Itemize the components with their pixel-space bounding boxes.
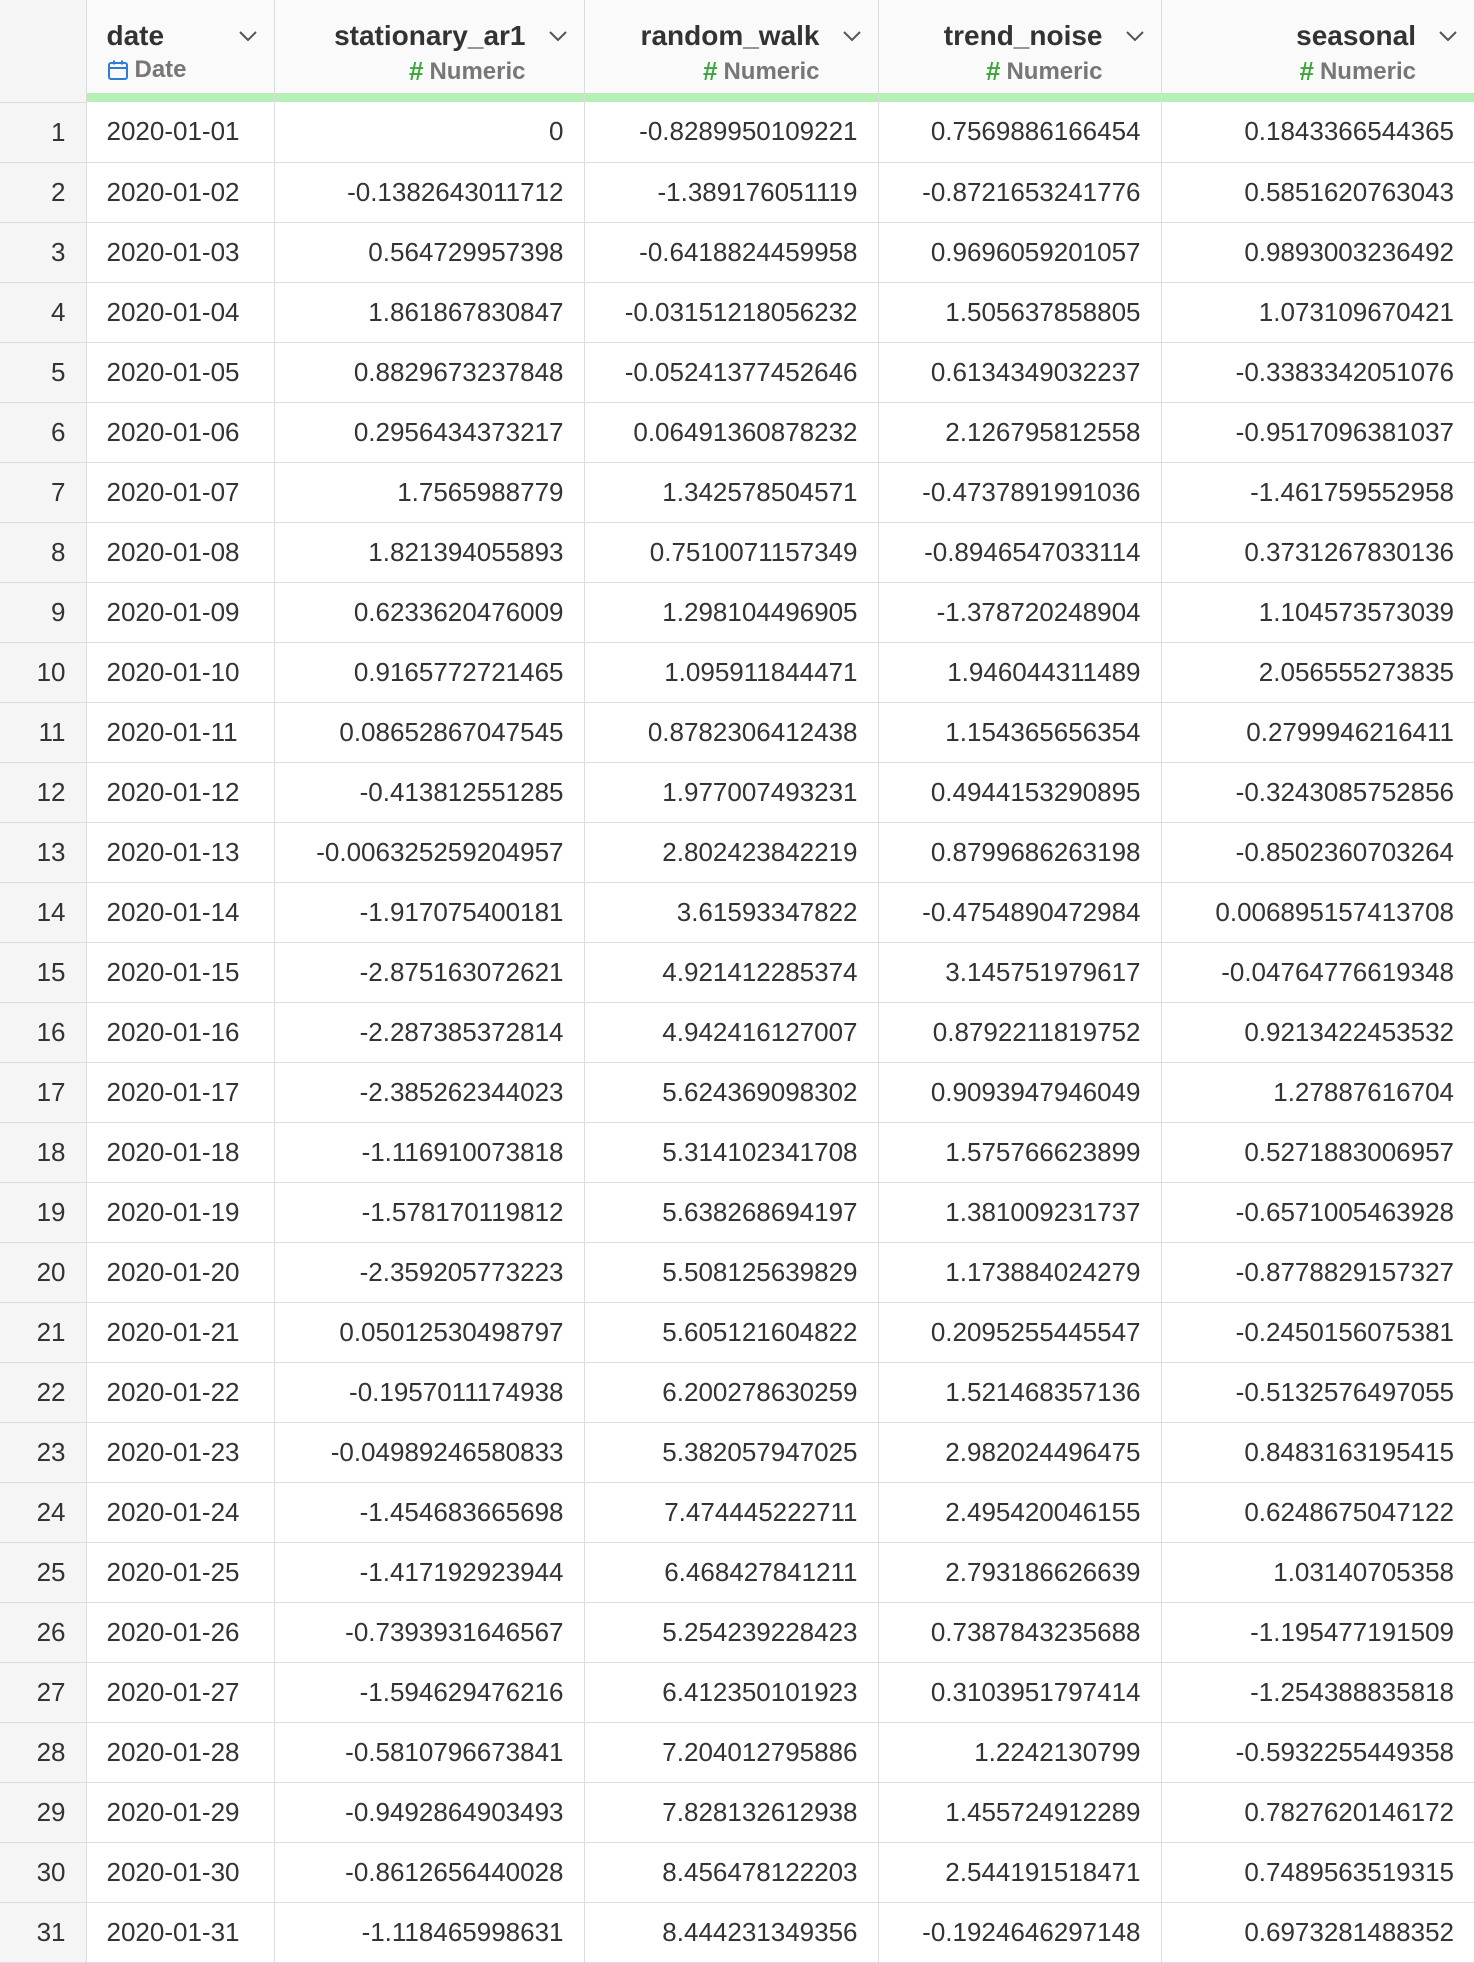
row-index-cell: 20 <box>0 1242 86 1302</box>
cell-date[interactable]: 2020-01-13 <box>86 822 274 882</box>
table-row[interactable] <box>0 1062 1474 1122</box>
row-index-cell: 24 <box>0 1482 86 1542</box>
cell-seasonal[interactable]: 0.2799946216411 <box>1161 702 1474 762</box>
row-index-cell: 11 <box>0 702 86 762</box>
cell-trend-noise[interactable]: 0.4944153290895 <box>878 762 1161 822</box>
calendar-icon <box>107 59 129 81</box>
cell-seasonal[interactable]: 0.8483163195415 <box>1161 1422 1474 1482</box>
cell-random-walk[interactable]: 0.8782306412438 <box>584 702 878 762</box>
table-row[interactable] <box>0 882 1474 942</box>
cell-random-walk[interactable]: 5.254239228423 <box>584 1602 878 1662</box>
cell-trend-noise[interactable]: 1.154365656354 <box>878 702 1161 762</box>
cell-random-walk[interactable]: 8.456478122203 <box>584 1842 878 1902</box>
cell-trend-noise[interactable]: -0.8946547033114 <box>878 522 1161 582</box>
cell-random-walk[interactable]: -0.05241377452646 <box>584 342 878 402</box>
column-type <box>986 56 1103 87</box>
column-type <box>703 56 820 87</box>
cell-seasonal[interactable]: 2.056555273835 <box>1161 642 1474 702</box>
cell-date[interactable]: 2020-01-05 <box>86 342 274 402</box>
table-row[interactable] <box>0 282 1474 342</box>
cell-trend-noise[interactable]: 0.7387843235688 <box>878 1602 1161 1662</box>
cell-trend-noise[interactable]: -0.4737891991036 <box>878 462 1161 522</box>
cell-random-walk[interactable]: 1.095911844471 <box>584 642 878 702</box>
cell-date[interactable]: 2020-01-20 <box>86 1242 274 1302</box>
cell-seasonal[interactable]: -0.04764776619348 <box>1161 942 1474 1002</box>
table-row[interactable] <box>0 1122 1474 1182</box>
cell-random-walk[interactable]: 7.474445222711 <box>584 1482 878 1542</box>
cell-seasonal[interactable]: 0.3731267830136 <box>1161 522 1474 582</box>
cell-stationary-ar1[interactable]: -0.8612656440028 <box>274 1842 584 1902</box>
table-row[interactable] <box>0 822 1474 882</box>
row-index-cell: 8 <box>0 522 86 582</box>
row-index-cell: 10 <box>0 642 86 702</box>
cell-stationary-ar1[interactable]: 1.821394055893 <box>274 522 584 582</box>
cell-stationary-ar1[interactable]: 0.9165772721465 <box>274 642 584 702</box>
cell-random-walk[interactable]: -1.389176051119 <box>584 162 878 222</box>
cell-date[interactable]: 2020-01-03 <box>86 222 274 282</box>
cell-trend-noise[interactable]: -0.8721653241776 <box>878 162 1161 222</box>
chevron-down-icon[interactable] <box>238 26 258 46</box>
cell-trend-noise[interactable]: 0.9696059201057 <box>878 222 1161 282</box>
cell-trend-noise[interactable]: 2.126795812558 <box>878 402 1161 462</box>
table-row[interactable] <box>0 162 1474 222</box>
row-index-cell: 25 <box>0 1542 86 1602</box>
cell-seasonal[interactable]: -0.8502360703264 <box>1161 822 1474 882</box>
cell-date[interactable]: 2020-01-26 <box>86 1602 274 1662</box>
cell-seasonal[interactable]: 0.6248675047122 <box>1161 1482 1474 1542</box>
column-header-trend-noise[interactable] <box>878 0 1161 102</box>
cell-stationary-ar1[interactable]: 1.861867830847 <box>274 282 584 342</box>
row-index-cell: 21 <box>0 1302 86 1362</box>
cell-seasonal[interactable]: -0.2450156075381 <box>1161 1302 1474 1362</box>
table-row[interactable] <box>0 1902 1474 1962</box>
cell-stationary-ar1[interactable]: -0.1382643011712 <box>274 162 584 222</box>
row-index-header <box>0 0 86 102</box>
cell-seasonal[interactable]: -0.8778829157327 <box>1161 1242 1474 1302</box>
cell-random-walk[interactable]: 1.298104496905 <box>584 582 878 642</box>
column-type-bar <box>87 93 274 102</box>
cell-date[interactable]: 2020-01-29 <box>86 1782 274 1842</box>
chevron-down-icon[interactable] <box>1125 26 1145 46</box>
row-index-cell: 16 <box>0 1002 86 1062</box>
cell-random-walk[interactable]: 5.382057947025 <box>584 1422 878 1482</box>
cell-stationary-ar1[interactable]: 0.05012530498797 <box>274 1302 584 1362</box>
cell-stationary-ar1[interactable]: 0.8829673237848 <box>274 342 584 402</box>
cell-stationary-ar1[interactable]: -0.413812551285 <box>274 762 584 822</box>
cell-trend-noise[interactable]: 0.6134349032237 <box>878 342 1161 402</box>
cell-seasonal[interactable]: 0.5851620763043 <box>1161 162 1474 222</box>
table-row[interactable] <box>0 222 1474 282</box>
column-header-seasonal[interactable] <box>1161 0 1474 102</box>
row-index-cell: 17 <box>0 1062 86 1122</box>
row-index-cell: 22 <box>0 1362 86 1422</box>
column-name: seasonal <box>1296 20 1416 52</box>
cell-seasonal[interactable]: 0.9893003236492 <box>1161 222 1474 282</box>
table-row[interactable] <box>0 102 1474 162</box>
table-row[interactable] <box>0 342 1474 402</box>
cell-trend-noise[interactable]: 0.8792211819752 <box>878 1002 1161 1062</box>
cell-date[interactable]: 2020-01-23 <box>86 1422 274 1482</box>
cell-date[interactable]: 2020-01-12 <box>86 762 274 822</box>
row-index-cell: 1 <box>0 102 86 162</box>
cell-trend-noise[interactable]: -0.1924646297148 <box>878 1902 1161 1962</box>
cell-stationary-ar1[interactable]: -0.9492864903493 <box>274 1782 584 1842</box>
cell-stationary-ar1[interactable]: -1.417192923944 <box>274 1542 584 1602</box>
cell-seasonal[interactable]: -1.461759552958 <box>1161 462 1474 522</box>
row-index-cell: 13 <box>0 822 86 882</box>
table-row[interactable] <box>0 1542 1474 1602</box>
column-header-stationary-ar1[interactable] <box>274 0 584 102</box>
row-index-cell: 9 <box>0 582 86 642</box>
table-row[interactable] <box>0 1002 1474 1062</box>
column-header-random-walk[interactable] <box>584 0 878 102</box>
chevron-down-icon[interactable] <box>842 26 862 46</box>
cell-trend-noise[interactable]: 2.982024496475 <box>878 1422 1161 1482</box>
column-type <box>107 56 187 84</box>
cell-stationary-ar1[interactable]: -2.875163072621 <box>274 942 584 1002</box>
cell-random-walk[interactable]: 5.314102341708 <box>584 1122 878 1182</box>
table-row[interactable] <box>0 1242 1474 1302</box>
cell-random-walk[interactable]: 0.7510071157349 <box>584 522 878 582</box>
cell-seasonal[interactable]: 1.073109670421 <box>1161 282 1474 342</box>
cell-seasonal[interactable]: 0.1843366544365 <box>1161 102 1474 162</box>
row-index-cell: 23 <box>0 1422 86 1482</box>
cell-random-walk[interactable]: 1.342578504571 <box>584 462 878 522</box>
cell-random-walk[interactable]: 5.605121604822 <box>584 1302 878 1362</box>
cell-seasonal[interactable]: -0.6571005463928 <box>1161 1182 1474 1242</box>
cell-seasonal[interactable]: -0.5132576497055 <box>1161 1362 1474 1422</box>
cell-seasonal[interactable]: 1.03140705358 <box>1161 1542 1474 1602</box>
chevron-down-icon[interactable] <box>548 26 568 46</box>
cell-date[interactable]: 2020-01-11 <box>86 702 274 762</box>
cell-stationary-ar1[interactable]: -2.385262344023 <box>274 1062 584 1122</box>
row-index-cell: 3 <box>0 222 86 282</box>
column-name: trend_noise <box>944 20 1103 52</box>
table-row[interactable] <box>0 1722 1474 1782</box>
cell-trend-noise[interactable]: 0.8799686263198 <box>878 822 1161 882</box>
cell-stationary-ar1[interactable]: -0.006325259204957 <box>274 822 584 882</box>
cell-trend-noise[interactable]: 2.793186626639 <box>878 1542 1161 1602</box>
table-row[interactable] <box>0 1782 1474 1842</box>
cell-seasonal[interactable]: 0.7827620146172 <box>1161 1782 1474 1842</box>
column-type-bar <box>585 93 878 102</box>
column-type <box>1299 56 1416 87</box>
row-index-cell: 15 <box>0 942 86 1002</box>
cell-random-walk[interactable]: 5.624369098302 <box>584 1062 878 1122</box>
cell-seasonal[interactable]: -0.3383342051076 <box>1161 342 1474 402</box>
cell-trend-noise[interactable]: 2.544191518471 <box>878 1842 1161 1902</box>
table-row[interactable] <box>0 1662 1474 1722</box>
cell-trend-noise[interactable]: 1.2242130799 <box>878 1722 1161 1782</box>
column-type-label: Numeric <box>723 58 819 86</box>
cell-stationary-ar1[interactable]: -0.04989246580833 <box>274 1422 584 1482</box>
table-row[interactable] <box>0 1602 1474 1662</box>
cell-stationary-ar1[interactable]: -0.5810796673841 <box>274 1722 584 1782</box>
cell-stationary-ar1[interactable]: -0.7393931646567 <box>274 1602 584 1662</box>
table-row[interactable] <box>0 1422 1474 1482</box>
cell-trend-noise[interactable]: 3.145751979617 <box>878 942 1161 1002</box>
cell-random-walk[interactable]: -0.8289950109221 <box>584 102 878 162</box>
cell-date[interactable]: 2020-01-15 <box>86 942 274 1002</box>
cell-random-walk[interactable]: 4.921412285374 <box>584 942 878 1002</box>
cell-stationary-ar1[interactable]: -2.359205773223 <box>274 1242 584 1302</box>
cell-date[interactable]: 2020-01-19 <box>86 1182 274 1242</box>
row-index-cell: 6 <box>0 402 86 462</box>
cell-random-walk[interactable]: 7.204012795886 <box>584 1722 878 1782</box>
cell-trend-noise[interactable]: 1.946044311489 <box>878 642 1161 702</box>
cell-seasonal[interactable]: 0.006895157413708 <box>1161 882 1474 942</box>
cell-random-walk[interactable]: 1.977007493231 <box>584 762 878 822</box>
cell-random-walk[interactable]: -0.6418824459958 <box>584 222 878 282</box>
row-index-cell: 5 <box>0 342 86 402</box>
cell-date[interactable]: 2020-01-02 <box>86 162 274 222</box>
cell-random-walk[interactable]: 8.444231349356 <box>584 1902 878 1962</box>
cell-trend-noise[interactable]: 1.575766623899 <box>878 1122 1161 1182</box>
cell-stationary-ar1[interactable]: 0.2956434373217 <box>274 402 584 462</box>
hash-icon: # <box>409 56 423 87</box>
row-index-cell: 28 <box>0 1722 86 1782</box>
cell-date[interactable]: 2020-01-22 <box>86 1362 274 1422</box>
column-type-label: Numeric <box>429 58 525 86</box>
row-index-cell: 31 <box>0 1902 86 1962</box>
cell-date[interactable]: 2020-01-09 <box>86 582 274 642</box>
cell-random-walk[interactable]: 5.508125639829 <box>584 1242 878 1302</box>
row-index-cell: 12 <box>0 762 86 822</box>
row-index-cell: 19 <box>0 1182 86 1242</box>
cell-stationary-ar1[interactable]: 0.6233620476009 <box>274 582 584 642</box>
cell-stationary-ar1[interactable]: -1.917075400181 <box>274 882 584 942</box>
table-row[interactable] <box>0 462 1474 522</box>
cell-random-walk[interactable]: 6.200278630259 <box>584 1362 878 1422</box>
cell-random-walk[interactable]: 6.412350101923 <box>584 1662 878 1722</box>
row-index-cell: 27 <box>0 1662 86 1722</box>
cell-seasonal[interactable]: 0.7489563519315 <box>1161 1842 1474 1902</box>
cell-stationary-ar1[interactable]: 0.08652867047545 <box>274 702 584 762</box>
column-header-date[interactable] <box>86 0 274 102</box>
cell-date[interactable]: 2020-01-31 <box>86 1902 274 1962</box>
cell-random-walk[interactable]: 0.06491360878232 <box>584 402 878 462</box>
cell-stationary-ar1[interactable]: -1.594629476216 <box>274 1662 584 1722</box>
cell-date[interactable]: 2020-01-16 <box>86 1002 274 1062</box>
cell-random-walk[interactable]: 7.828132612938 <box>584 1782 878 1842</box>
cell-date[interactable]: 2020-01-25 <box>86 1542 274 1602</box>
cell-trend-noise[interactable]: 2.495420046155 <box>878 1482 1161 1542</box>
cell-seasonal[interactable]: 1.104573573039 <box>1161 582 1474 642</box>
cell-seasonal[interactable]: -0.9517096381037 <box>1161 402 1474 462</box>
cell-trend-noise[interactable]: 0.3103951797414 <box>878 1662 1161 1722</box>
cell-stationary-ar1[interactable]: -0.1957011174938 <box>274 1362 584 1422</box>
cell-seasonal[interactable]: -1.195477191509 <box>1161 1602 1474 1662</box>
cell-seasonal[interactable]: 0.5271883006957 <box>1161 1122 1474 1182</box>
cell-date[interactable]: 2020-01-10 <box>86 642 274 702</box>
table-row[interactable] <box>0 1842 1474 1902</box>
table-row[interactable] <box>0 762 1474 822</box>
cell-stationary-ar1[interactable]: 1.7565988779 <box>274 462 584 522</box>
row-index-cell: 2 <box>0 162 86 222</box>
row-index-cell: 7 <box>0 462 86 522</box>
column-type-bar <box>275 93 584 102</box>
cell-random-walk[interactable]: 6.468427841211 <box>584 1542 878 1602</box>
hash-icon: # <box>986 56 1000 87</box>
row-index-cell: 29 <box>0 1782 86 1842</box>
cell-date[interactable]: 2020-01-06 <box>86 402 274 462</box>
table-row[interactable] <box>0 942 1474 1002</box>
cell-date[interactable]: 2020-01-04 <box>86 282 274 342</box>
cell-date[interactable]: 2020-01-30 <box>86 1842 274 1902</box>
cell-date[interactable]: 2020-01-18 <box>86 1122 274 1182</box>
cell-random-walk[interactable]: 2.802423842219 <box>584 822 878 882</box>
cell-trend-noise[interactable]: 0.9093947946049 <box>878 1062 1161 1122</box>
table-row[interactable] <box>0 1302 1474 1362</box>
column-name: date <box>107 20 165 52</box>
cell-trend-noise[interactable]: 1.381009231737 <box>878 1182 1161 1242</box>
row-index-cell: 14 <box>0 882 86 942</box>
cell-stationary-ar1[interactable]: 0.564729957398 <box>274 222 584 282</box>
column-type-label: Date <box>135 56 187 84</box>
column-type-bar <box>879 93 1161 102</box>
cell-date[interactable]: 2020-01-08 <box>86 522 274 582</box>
cell-stationary-ar1[interactable]: -1.578170119812 <box>274 1182 584 1242</box>
column-name: stationary_ar1 <box>334 20 525 52</box>
column-type-label: Numeric <box>1320 58 1416 86</box>
cell-seasonal[interactable]: 0.9213422453532 <box>1161 1002 1474 1062</box>
cell-trend-noise[interactable]: -1.378720248904 <box>878 582 1161 642</box>
table-row[interactable] <box>0 642 1474 702</box>
cell-seasonal[interactable]: -0.3243085752856 <box>1161 762 1474 822</box>
table-row[interactable] <box>0 402 1474 462</box>
cell-seasonal[interactable]: 0.6973281488352 <box>1161 1902 1474 1962</box>
cell-trend-noise[interactable]: 1.505637858805 <box>878 282 1161 342</box>
table-row[interactable] <box>0 1182 1474 1242</box>
table-row[interactable] <box>0 522 1474 582</box>
header-row <box>0 0 1474 102</box>
cell-stationary-ar1[interactable]: -1.116910073818 <box>274 1122 584 1182</box>
table-body <box>0 102 1474 1962</box>
cell-random-walk[interactable]: -0.03151218056232 <box>584 282 878 342</box>
row-index-cell: 26 <box>0 1602 86 1662</box>
table-row[interactable] <box>0 1362 1474 1422</box>
cell-seasonal[interactable]: 1.27887616704 <box>1161 1062 1474 1122</box>
cell-trend-noise[interactable]: 0.2095255445547 <box>878 1302 1161 1362</box>
cell-trend-noise[interactable]: 1.173884024279 <box>878 1242 1161 1302</box>
cell-date[interactable]: 2020-01-07 <box>86 462 274 522</box>
column-type-label: Numeric <box>1006 58 1102 86</box>
cell-date[interactable]: 2020-01-21 <box>86 1302 274 1362</box>
cell-random-walk[interactable]: 5.638268694197 <box>584 1182 878 1242</box>
cell-date[interactable]: 2020-01-14 <box>86 882 274 942</box>
row-index-cell: 30 <box>0 1842 86 1902</box>
cell-date[interactable]: 2020-01-24 <box>86 1482 274 1542</box>
cell-date[interactable]: 2020-01-28 <box>86 1722 274 1782</box>
cell-stationary-ar1[interactable]: -1.118465998631 <box>274 1902 584 1962</box>
table-row[interactable] <box>0 702 1474 762</box>
cell-stationary-ar1[interactable]: 0 <box>274 102 584 162</box>
cell-random-walk[interactable]: 3.61593347822 <box>584 882 878 942</box>
cell-date[interactable]: 2020-01-27 <box>86 1662 274 1722</box>
cell-date[interactable]: 2020-01-17 <box>86 1062 274 1122</box>
row-index-cell: 4 <box>0 282 86 342</box>
cell-date[interactable]: 2020-01-01 <box>86 102 274 162</box>
column-type <box>409 56 526 87</box>
cell-trend-noise[interactable]: 1.455724912289 <box>878 1782 1161 1842</box>
cell-seasonal[interactable]: -0.5932255449358 <box>1161 1722 1474 1782</box>
chevron-down-icon[interactable] <box>1438 26 1458 46</box>
table-row[interactable] <box>0 1482 1474 1542</box>
column-type-bar <box>1162 93 1474 102</box>
table-row[interactable] <box>0 582 1474 642</box>
hash-icon: # <box>1299 56 1313 87</box>
cell-trend-noise[interactable]: 1.521468357136 <box>878 1362 1161 1422</box>
cell-seasonal[interactable]: -1.254388835818 <box>1161 1662 1474 1722</box>
column-name: random_walk <box>641 20 820 52</box>
row-index-cell: 18 <box>0 1122 86 1182</box>
cell-stationary-ar1[interactable]: -1.454683665698 <box>274 1482 584 1542</box>
cell-random-walk[interactable]: 4.942416127007 <box>584 1002 878 1062</box>
hash-icon: # <box>703 56 717 87</box>
cell-trend-noise[interactable]: -0.4754890472984 <box>878 882 1161 942</box>
cell-trend-noise[interactable]: 0.7569886166454 <box>878 102 1161 162</box>
cell-stationary-ar1[interactable]: -2.287385372814 <box>274 1002 584 1062</box>
